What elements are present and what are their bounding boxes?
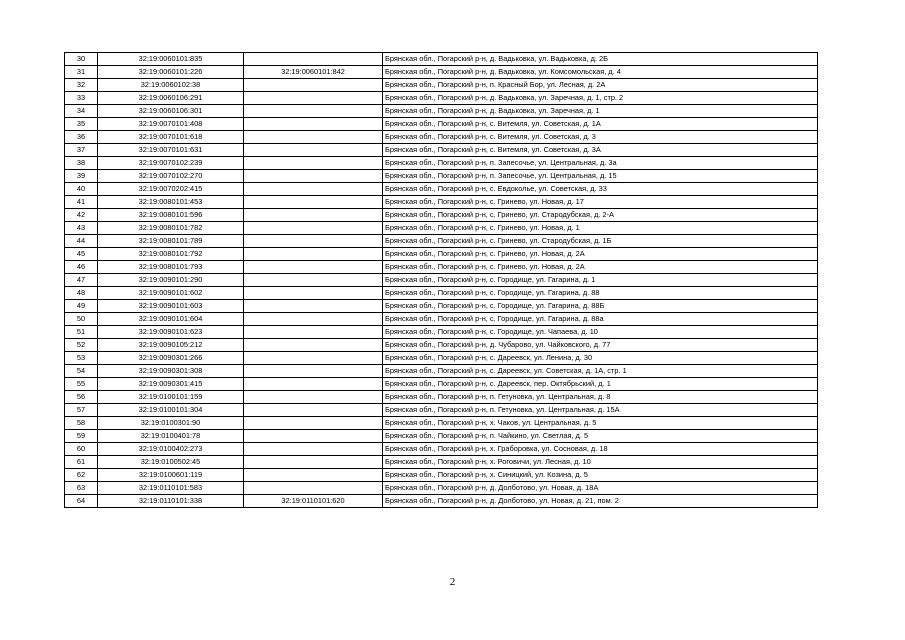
related-cadastral-number-cell: [244, 105, 383, 118]
table-row: [65, 105, 818, 118]
row-number-cell: 59: [65, 430, 98, 443]
address-cell: Брянская обл., Погарский р-н, д. Вадьковка, ул. Вадьковка, д. 2Б: [383, 53, 818, 66]
table-row: [65, 391, 818, 404]
address-cell: Брянская обл., Погарский р-н, с. Гринево, ул. Стародубская, д. 1Б: [383, 235, 818, 248]
related-cadastral-number-cell: [244, 157, 383, 170]
row-number-cell: 30: [65, 53, 98, 66]
cadastral-number-cell: 32:19:0110101:583: [98, 482, 244, 495]
cadastral-number-cell: 32:19:0080101:789: [98, 235, 244, 248]
row-number-cell: 33: [65, 92, 98, 105]
address-cell: Брянская обл., Погарский р-н, д. Вадьковка, ул. Комсомольская, д. 4: [383, 66, 818, 79]
table-row: [65, 53, 818, 66]
related-cadastral-number-cell: [244, 196, 383, 209]
address-cell: Брянская обл., Погарский р-н, д. Чубарово, ул. Чайковского, д. 77: [383, 339, 818, 352]
address-cell: Брянская обл., Погарский р-н, с. Витемля, ул. Советская, д. 1А: [383, 118, 818, 131]
row-number-cell: 51: [65, 326, 98, 339]
table-row: [65, 378, 818, 391]
related-cadastral-number-cell: [244, 118, 383, 131]
row-number-cell: 31: [65, 66, 98, 79]
address-cell: Брянская обл., Погарский р-н, д. Долботово, ул. Новая, д. 18А: [383, 482, 818, 495]
row-number-cell: 64: [65, 495, 98, 508]
address-cell: Брянская обл., Погарский р-н, х. Чаков, ул. Центральная, д. 5: [383, 417, 818, 430]
cadastral-number-cell: 32:19:0080101:453: [98, 196, 244, 209]
row-number-cell: 36: [65, 131, 98, 144]
related-cadastral-number-cell: [244, 443, 383, 456]
address-cell: Брянская обл., Погарский р-н, с. Евдоколье, ул. Советская, д. 33: [383, 183, 818, 196]
cadastral-number-cell: 32:19:0090101:604: [98, 313, 244, 326]
cadastral-number-cell: 32:19:0090105:212: [98, 339, 244, 352]
row-number-cell: 50: [65, 313, 98, 326]
cadastral-number-cell: 32:19:0100301:90: [98, 417, 244, 430]
row-number-cell: 41: [65, 196, 98, 209]
row-number-cell: 62: [65, 469, 98, 482]
cadastral-number-cell: 32:19:0090301:415: [98, 378, 244, 391]
cadastral-number-cell: 32:19:0060102:38: [98, 79, 244, 92]
related-cadastral-number-cell: [244, 430, 383, 443]
table-row: [65, 313, 818, 326]
related-cadastral-number-cell: [244, 404, 383, 417]
related-cadastral-number-cell: [244, 417, 383, 430]
related-cadastral-number-cell: [244, 378, 383, 391]
related-cadastral-number-cell: [244, 365, 383, 378]
address-cell: Брянская обл., Погарский р-н, с. Гринево, ул. Новая, д. 2А: [383, 248, 818, 261]
related-cadastral-number-cell: [244, 391, 383, 404]
cadastral-number-cell: 32:19:0090101:602: [98, 287, 244, 300]
table-row: [65, 92, 818, 105]
address-cell: Брянская обл., Погарский р-н, с. Дареевск, пер. Октябрьский, д. 1: [383, 378, 818, 391]
table-row: [65, 261, 818, 274]
row-number-cell: 44: [65, 235, 98, 248]
cadastral-number-cell: 32:19:0100101:159: [98, 391, 244, 404]
cadastral-number-cell: 32:19:0100101:304: [98, 404, 244, 417]
related-cadastral-number-cell: [244, 469, 383, 482]
address-cell: Брянская обл., Погарский р-н, с. Дареевск, ул. Советская, д. 1А, стр. 1: [383, 365, 818, 378]
row-number-cell: 43: [65, 222, 98, 235]
address-cell: Брянская обл., Погарский р-н, с. Городище, ул. Чапаева, д. 10: [383, 326, 818, 339]
address-cell: Брянская обл., Погарский р-н, х. Граборовка, ул. Сосновая, д. 18: [383, 443, 818, 456]
page-number: 2: [449, 576, 456, 588]
table-row: [65, 469, 818, 482]
related-cadastral-number-cell: [244, 235, 383, 248]
cadastral-number-cell: 32:19:0080101:782: [98, 222, 244, 235]
address-cell: Брянская обл., Погарский р-н, х. Роговичи, ул. Лесная, д. 10: [383, 456, 818, 469]
table-row: [65, 79, 818, 92]
table-row: [65, 300, 818, 313]
row-number-cell: 55: [65, 378, 98, 391]
cadastral-number-cell: 32:19:0060106:301: [98, 105, 244, 118]
cadastral-number-cell: 32:19:0100402:273: [98, 443, 244, 456]
cadastral-number-cell: 32:19:0090301:266: [98, 352, 244, 365]
address-cell: Брянская обл., Погарский р-н, с. Городище, ул. Гагарина, д. 88: [383, 287, 818, 300]
row-number-cell: 48: [65, 287, 98, 300]
table-row: [65, 430, 818, 443]
cadastral-number-cell: 32:19:0060106:291: [98, 92, 244, 105]
table-row: [65, 404, 818, 417]
related-cadastral-number-cell: [244, 326, 383, 339]
table-row: [65, 443, 818, 456]
table-row: [65, 118, 818, 131]
row-number-cell: 45: [65, 248, 98, 261]
address-cell: Брянская обл., Погарский р-н, х. Синицкий, ул. Козина, д. 5: [383, 469, 818, 482]
table-row: [65, 157, 818, 170]
row-number-cell: 42: [65, 209, 98, 222]
cadastral-number-cell: 32:19:0070101:618: [98, 131, 244, 144]
row-number-cell: 56: [65, 391, 98, 404]
related-cadastral-number-cell: [244, 352, 383, 365]
related-cadastral-number-cell: [244, 456, 383, 469]
table-row: [65, 352, 818, 365]
table-row: [65, 417, 818, 430]
address-cell: Брянская обл., Погарский р-н, с. Гринево, ул. Новая, д. 2А: [383, 261, 818, 274]
table-row: [65, 274, 818, 287]
related-cadastral-number-cell: [244, 248, 383, 261]
address-cell: Брянская обл., Погарский р-н, с. Городище, ул. Гагарина, д. 1: [383, 274, 818, 287]
cadastral-number-cell: 32:19:0070102:239: [98, 157, 244, 170]
table-row: [65, 131, 818, 144]
table-row: [65, 339, 818, 352]
cadastral-number-cell: 32:19:0080101:792: [98, 248, 244, 261]
cadastral-number-cell: 32:19:0070101:408: [98, 118, 244, 131]
table-row: [65, 456, 818, 469]
cadastral-number-cell: 32:19:0090101:603: [98, 300, 244, 313]
address-cell: Брянская обл., Погарский р-н, п. Запесочье, ул. Центральная, д. 15: [383, 170, 818, 183]
address-cell: Брянская обл., Погарский р-н, п. Чайкино, ул. Светлая, д. 5: [383, 430, 818, 443]
table-row: [65, 287, 818, 300]
related-cadastral-number-cell: [244, 274, 383, 287]
table-row: [65, 196, 818, 209]
row-number-cell: 58: [65, 417, 98, 430]
row-number-cell: 46: [65, 261, 98, 274]
row-number-cell: 61: [65, 456, 98, 469]
row-number-cell: 37: [65, 144, 98, 157]
related-cadastral-number-cell: [244, 183, 383, 196]
related-cadastral-number-cell: 32:19:0060101:842: [244, 66, 383, 79]
property-registry-table: [64, 52, 818, 508]
related-cadastral-number-cell: [244, 92, 383, 105]
address-cell: Брянская обл., Погарский р-н, п. Гетуновка, ул. Центральная, д. 8: [383, 391, 818, 404]
related-cadastral-number-cell: [244, 339, 383, 352]
address-cell: Брянская обл., Погарский р-н, д. Вадьковка, ул. Заречная, д. 1: [383, 105, 818, 118]
cadastral-number-cell: 32:19:0070101:631: [98, 144, 244, 157]
related-cadastral-number-cell: [244, 209, 383, 222]
related-cadastral-number-cell: [244, 313, 383, 326]
cadastral-number-cell: 32:19:0070202:415: [98, 183, 244, 196]
row-number-cell: 38: [65, 157, 98, 170]
table-row: [65, 248, 818, 261]
address-cell: Брянская обл., Погарский р-н, с. Гринево, ул. Новая, д. 1: [383, 222, 818, 235]
address-cell: Брянская обл., Погарский р-н, с. Городище, ул. Гагарина, д. 88а: [383, 313, 818, 326]
row-number-cell: 34: [65, 105, 98, 118]
row-number-cell: 52: [65, 339, 98, 352]
address-cell: Брянская обл., Погарский р-н, д. Долботово, ул. Новая, д. 21, пом. 2: [383, 495, 818, 508]
related-cadastral-number-cell: [244, 170, 383, 183]
table-row: [65, 144, 818, 157]
cadastral-number-cell: 32:19:0080101:596: [98, 209, 244, 222]
cadastral-number-cell: 32:19:0060101:835: [98, 53, 244, 66]
related-cadastral-number-cell: [244, 261, 383, 274]
table-row: [65, 183, 818, 196]
table-row: [65, 222, 818, 235]
related-cadastral-number-cell: [244, 300, 383, 313]
cadastral-number-cell: 32:19:0100502:45: [98, 456, 244, 469]
address-cell: Брянская обл., Погарский р-н, п. Красный Бор, ул. Лесная, д. 2А: [383, 79, 818, 92]
row-number-cell: 54: [65, 365, 98, 378]
address-cell: Брянская обл., Погарский р-н, п. Гетуновка, ул. Центральная, д. 15А: [383, 404, 818, 417]
related-cadastral-number-cell: [244, 144, 383, 157]
related-cadastral-number-cell: [244, 131, 383, 144]
related-cadastral-number-cell: [244, 53, 383, 66]
row-number-cell: 53: [65, 352, 98, 365]
address-cell: Брянская обл., Погарский р-н, с. Гринево, ул. Новая, д. 17: [383, 196, 818, 209]
registry-table-body: [65, 53, 818, 508]
cadastral-number-cell: 32:19:0090101:623: [98, 326, 244, 339]
row-number-cell: 60: [65, 443, 98, 456]
cadastral-number-cell: 32:19:0080101:793: [98, 261, 244, 274]
cadastral-number-cell: 32:19:0100401:78: [98, 430, 244, 443]
address-cell: Брянская обл., Погарский р-н, с. Витемля, ул. Советская, д. 3: [383, 131, 818, 144]
address-cell: Брянская обл., Погарский р-н, с. Городище, ул. Гагарина, д. 88Б: [383, 300, 818, 313]
related-cadastral-number-cell: [244, 287, 383, 300]
table-row: [65, 365, 818, 378]
row-number-cell: 32: [65, 79, 98, 92]
table-row: [65, 66, 818, 79]
row-number-cell: 49: [65, 300, 98, 313]
table-row: [65, 495, 818, 508]
related-cadastral-number-cell: [244, 79, 383, 92]
row-number-cell: 35: [65, 118, 98, 131]
address-cell: Брянская обл., Погарский р-н, с. Гринево, ул. Стародубская, д. 2-А: [383, 209, 818, 222]
related-cadastral-number-cell: [244, 482, 383, 495]
row-number-cell: 63: [65, 482, 98, 495]
table-row: [65, 326, 818, 339]
address-cell: Брянская обл., Погарский р-н, с. Витемля, ул. Советская, д. 3А: [383, 144, 818, 157]
related-cadastral-number-cell: [244, 222, 383, 235]
table-row: [65, 235, 818, 248]
related-cadastral-number-cell: 32:19:0110101:620: [244, 495, 383, 508]
row-number-cell: 57: [65, 404, 98, 417]
address-cell: Брянская обл., Погарский р-н, д. Вадьковка, ул. Заречная, д. 1, стр. 2: [383, 92, 818, 105]
table-row: [65, 170, 818, 183]
cadastral-number-cell: 32:19:0070102:270: [98, 170, 244, 183]
address-cell: Брянская обл., Погарский р-н, п. Запесочье, ул. Центральная, д. 3а: [383, 157, 818, 170]
row-number-cell: 47: [65, 274, 98, 287]
address-cell: Брянская обл., Погарский р-н, с. Дареевск, ул. Ленина, д. 30: [383, 352, 818, 365]
row-number-cell: 39: [65, 170, 98, 183]
cadastral-number-cell: 32:19:0060101:226: [98, 66, 244, 79]
table-row: [65, 209, 818, 222]
cadastral-number-cell: 32:19:0110101:338: [98, 495, 244, 508]
cadastral-number-cell: 32:19:0090101:290: [98, 274, 244, 287]
row-number-cell: 40: [65, 183, 98, 196]
table-row: [65, 482, 818, 495]
cadastral-number-cell: 32:19:0090301:308: [98, 365, 244, 378]
cadastral-number-cell: 32:19:0100601:119: [98, 469, 244, 482]
